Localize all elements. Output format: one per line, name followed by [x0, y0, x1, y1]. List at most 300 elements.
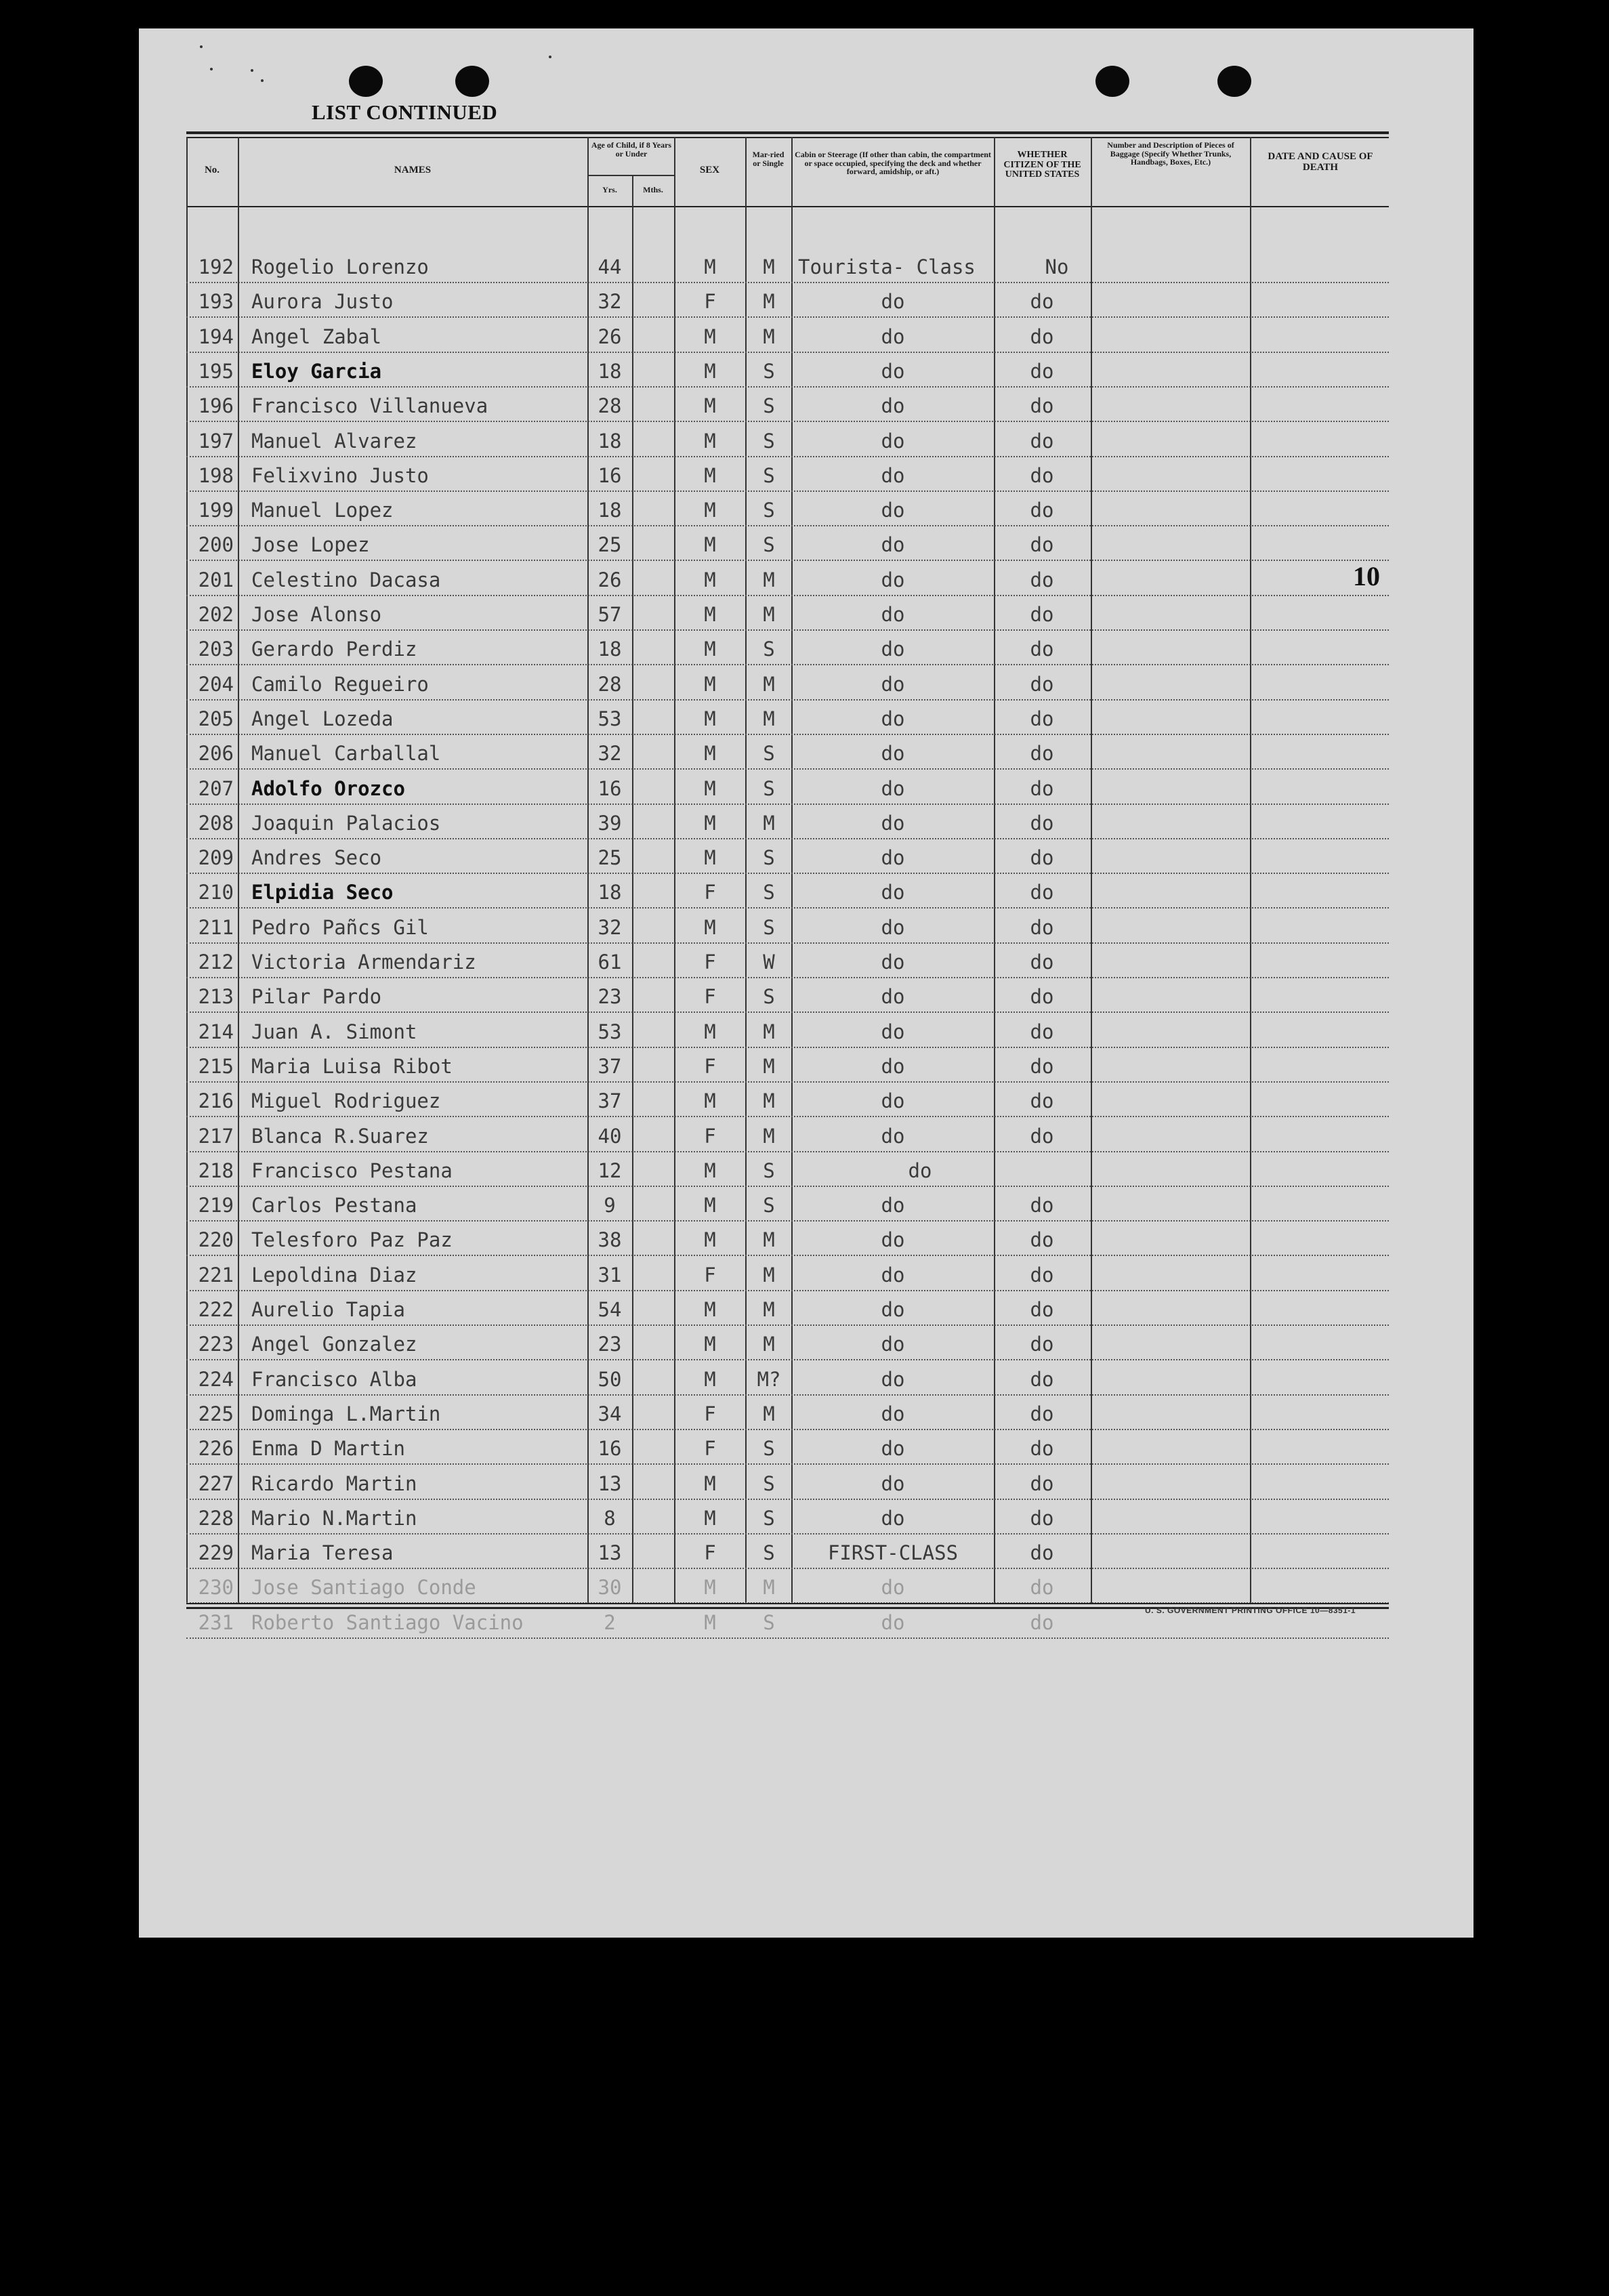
passenger-marital-status: M: [763, 255, 775, 278]
passenger-age: 40: [598, 1125, 622, 1148]
passenger-citizenship: do: [1030, 533, 1054, 556]
passenger-marital-status: M: [763, 325, 775, 348]
passenger-cabin: do: [881, 1228, 905, 1251]
row-number: 199: [198, 499, 234, 522]
passenger-cabin: do: [881, 1194, 905, 1217]
row-number: 202: [198, 603, 234, 626]
row-number: 216: [198, 1089, 234, 1112]
row-number: 198: [198, 464, 234, 487]
passenger-citizenship: do: [1030, 603, 1054, 626]
row-number: 196: [198, 394, 234, 417]
passenger-sex: M: [704, 533, 716, 556]
passenger-sex: F: [704, 1125, 716, 1148]
passenger-sex: M: [704, 394, 716, 417]
row-number: 207: [198, 777, 234, 800]
passenger-cabin: do: [881, 325, 905, 348]
row-rule: [186, 1324, 1389, 1326]
passenger-sex: M: [704, 1159, 716, 1182]
passenger-citizenship: do: [1030, 673, 1054, 696]
passenger-sex: M: [704, 1089, 716, 1112]
passenger-age: 18: [598, 430, 622, 453]
row-number: 212: [198, 951, 234, 974]
passenger-name: Roberto Santiago Vacino: [251, 1611, 524, 1634]
row-rule: [186, 595, 1389, 596]
passenger-cabin: FIRST-CLASS: [827, 1541, 959, 1564]
passenger-citizenship: do: [1030, 1194, 1054, 1217]
row-rule: [186, 1394, 1389, 1396]
passenger-name: Aurora Justo: [251, 290, 394, 313]
passenger-age: 37: [598, 1089, 622, 1112]
passenger-citizenship: do: [1030, 1298, 1054, 1321]
punch-hole: [1217, 66, 1251, 97]
header-baggage: Number and Description of Pieces of Baggage (Specify Whether Trunks, Handbags, Boxes, Etc.): [1107, 140, 1234, 167]
row-number: 224: [198, 1368, 234, 1391]
row-number: 213: [198, 985, 234, 1008]
passenger-cabin: do: [881, 1576, 905, 1599]
row-rule: [186, 421, 1389, 422]
row-rule: [186, 490, 1389, 492]
passenger-marital-status: S: [763, 742, 775, 765]
passenger-citizenship: do: [1030, 812, 1054, 835]
passenger-citizenship: do: [1030, 1089, 1054, 1112]
passenger-age: 26: [598, 325, 622, 348]
passenger-sex: M: [704, 1298, 716, 1321]
passenger-sex: M: [704, 1611, 716, 1634]
passenger-marital-status: S: [763, 1507, 775, 1530]
passenger-sex: F: [704, 985, 716, 1008]
passenger-name: Elpidia Seco: [251, 881, 394, 904]
passenger-cabin: do: [881, 1089, 905, 1112]
passenger-name: Rogelio Lorenzo: [251, 255, 429, 278]
passenger-cabin: do: [881, 742, 905, 765]
header-sex: SEX: [699, 165, 720, 175]
passenger-name: Felixvino Justo: [251, 464, 429, 487]
passenger-marital-status: S: [763, 464, 775, 487]
passenger-age: 12: [598, 1159, 622, 1182]
passenger-marital-status: S: [763, 1611, 775, 1634]
row-rule: [186, 768, 1389, 770]
passenger-name: Miguel Rodriguez: [251, 1089, 441, 1112]
passenger-age: 54: [598, 1298, 622, 1321]
passenger-citizenship: do: [1030, 1437, 1054, 1460]
row-rule: [186, 560, 1389, 561]
passenger-name: Blanca R.Suarez: [251, 1125, 429, 1148]
passenger-citizenship: do: [1030, 1541, 1054, 1564]
passenger-sex: M: [704, 777, 716, 800]
row-rule: [186, 282, 1389, 283]
passenger-name: Maria Luisa Ribot: [251, 1055, 453, 1078]
passenger-marital-status: M: [763, 1089, 775, 1112]
row-rule: [186, 1463, 1389, 1465]
row-number: 205: [198, 707, 234, 730]
row-rule: [186, 1255, 1389, 1256]
row-number: 217: [198, 1125, 234, 1148]
passenger-sex: M: [704, 1194, 716, 1217]
row-number: 209: [198, 846, 234, 869]
passenger-cabin: Tourista- Class: [798, 255, 976, 278]
header-married: Mar-ried or Single: [752, 150, 785, 168]
passenger-cabin: do: [881, 916, 905, 939]
passenger-age: 25: [598, 846, 622, 869]
passenger-sex: M: [704, 846, 716, 869]
passenger-sex: F: [704, 1264, 716, 1287]
passenger-age: 18: [598, 360, 622, 383]
passenger-name: Ricardo Martin: [251, 1472, 417, 1495]
passenger-citizenship: do: [1030, 881, 1054, 904]
passenger-sex: F: [704, 1402, 716, 1425]
passenger-name: Manuel Alvarez: [251, 430, 417, 453]
row-rule: [186, 1186, 1389, 1187]
row-number: 221: [198, 1264, 234, 1287]
passenger-marital-status: M: [763, 1402, 775, 1425]
list-title: LIST CONTINUED: [312, 100, 498, 124]
row-number: 229: [198, 1541, 234, 1564]
row-number: 204: [198, 673, 234, 696]
passenger-sex: M: [704, 1228, 716, 1251]
passenger-age: 2: [604, 1611, 616, 1634]
row-rule: [186, 1429, 1389, 1430]
row-number: 197: [198, 430, 234, 453]
passenger-citizenship: do: [1030, 464, 1054, 487]
row-rule: [186, 1011, 1389, 1013]
passenger-sex: M: [704, 1576, 716, 1599]
passenger-age: 44: [598, 255, 622, 278]
row-rule: [186, 1499, 1389, 1500]
passenger-age: 13: [598, 1472, 622, 1495]
passenger-marital-status: S: [763, 638, 775, 661]
passenger-name: Manuel Lopez: [251, 499, 394, 522]
row-rule: [186, 734, 1389, 735]
passenger-name: Celestino Dacasa: [251, 568, 441, 591]
header-age-mths: Mths.: [643, 185, 663, 194]
row-rule: [186, 1637, 1389, 1639]
passenger-sex: M: [704, 255, 716, 278]
passenger-name: Enma D Martin: [251, 1437, 405, 1460]
passenger-citizenship: do: [1030, 707, 1054, 730]
passenger-age: 18: [598, 881, 622, 904]
passenger-citizenship: do: [1030, 568, 1054, 591]
passenger-age: 18: [598, 499, 622, 522]
row-rule: [186, 456, 1389, 457]
row-number: 220: [198, 1228, 234, 1251]
passenger-name: Pedro Pañcs Gil: [251, 916, 429, 939]
row-rule: [186, 664, 1389, 665]
row-rule: [186, 942, 1389, 944]
passenger-marital-status: S: [763, 916, 775, 939]
passenger-cabin: do: [881, 638, 905, 661]
row-rule: [186, 629, 1389, 631]
passenger-age: 34: [598, 1402, 622, 1425]
header-age-yrs: Yrs.: [602, 185, 617, 194]
passenger-cabin: do: [881, 673, 905, 696]
passenger-sex: M: [704, 1333, 716, 1356]
row-number: 193: [198, 290, 234, 313]
passenger-sex: M: [704, 1368, 716, 1391]
passenger-sex: M: [704, 464, 716, 487]
passenger-cabin: do: [881, 777, 905, 800]
row-number: 226: [198, 1437, 234, 1460]
manifest-page: [139, 28, 1474, 1938]
row-number: 227: [198, 1472, 234, 1495]
passenger-marital-status: S: [763, 1194, 775, 1217]
passenger-cabin: do: [881, 464, 905, 487]
passenger-cabin: do: [881, 1020, 905, 1043]
passenger-cabin: do: [881, 1368, 905, 1391]
passenger-age: 50: [598, 1368, 622, 1391]
row-number: 214: [198, 1020, 234, 1043]
passenger-age: 38: [598, 1228, 622, 1251]
passenger-cabin: do: [881, 812, 905, 835]
passenger-marital-status: S: [763, 394, 775, 417]
row-number: 211: [198, 916, 234, 939]
passenger-marital-status: S: [763, 1159, 775, 1182]
passenger-name: Angel Zabal: [251, 325, 382, 348]
passenger-sex: M: [704, 360, 716, 383]
passenger-name: Andres Seco: [251, 846, 382, 869]
passenger-citizenship: do: [1030, 777, 1054, 800]
row-number: 215: [198, 1055, 234, 1078]
passenger-name: Mario N.Martin: [251, 1507, 417, 1530]
row-rule: [186, 1116, 1389, 1117]
passenger-sex: M: [704, 430, 716, 453]
passenger-citizenship: do: [1030, 325, 1054, 348]
passenger-cabin: do: [881, 1472, 905, 1495]
row-number: 206: [198, 742, 234, 765]
passenger-cabin: do: [881, 533, 905, 556]
passenger-marital-status: M: [763, 812, 775, 835]
passenger-age: 8: [604, 1507, 616, 1530]
passenger-sex: M: [704, 638, 716, 661]
passenger-marital-status: S: [763, 777, 775, 800]
row-rule: [186, 1081, 1389, 1083]
passenger-name: Aurelio Tapia: [251, 1298, 405, 1321]
passenger-citizenship: do: [1030, 916, 1054, 939]
passenger-age: 57: [598, 603, 622, 626]
passenger-marital-status: S: [763, 430, 775, 453]
passenger-citizenship: do: [1030, 1055, 1054, 1078]
passenger-sex: M: [704, 673, 716, 696]
passenger-age: 18: [598, 638, 622, 661]
passenger-marital-status: S: [763, 985, 775, 1008]
passenger-name: Lepoldina Diaz: [251, 1264, 417, 1287]
passenger-citizenship: No: [1045, 255, 1069, 278]
row-number: 208: [198, 812, 234, 835]
passenger-name: Telesforo Paz Paz: [251, 1228, 453, 1251]
row-rule: [186, 803, 1389, 805]
passenger-cabin: do: [881, 1402, 905, 1425]
passenger-cabin: do: [881, 603, 905, 626]
passenger-name: Jose Lopez: [251, 533, 370, 556]
passenger-sex: M: [704, 1472, 716, 1495]
row-rule: [186, 386, 1389, 388]
header-cabin: Cabin or Steerage (If other than cabin, the compartment or space occupied, specifying the deck and whether forward, amidship, or aft.): [795, 150, 991, 177]
passenger-citizenship: do: [1030, 638, 1054, 661]
passenger-citizenship: do: [1030, 394, 1054, 417]
passenger-cabin: do: [881, 290, 905, 313]
row-number: 201: [198, 568, 234, 591]
row-number: 195: [198, 360, 234, 383]
passenger-marital-status: S: [763, 846, 775, 869]
passenger-sex: M: [704, 916, 716, 939]
passenger-name: Jose Santiago Conde: [251, 1576, 476, 1599]
passenger-age: 30: [598, 1576, 622, 1599]
passenger-marital-status: M: [763, 707, 775, 730]
passenger-marital-status: S: [763, 360, 775, 383]
passenger-age: 26: [598, 568, 622, 591]
row-number: 210: [198, 881, 234, 904]
passenger-citizenship: do: [1030, 1507, 1054, 1530]
passenger-sex: M: [704, 707, 716, 730]
row-number: 225: [198, 1402, 234, 1425]
row-rule: [186, 1151, 1389, 1152]
passenger-cabin: do: [881, 1507, 905, 1530]
passenger-citizenship: do: [1030, 846, 1054, 869]
passenger-sex: F: [704, 1437, 716, 1460]
passenger-marital-status: M: [763, 290, 775, 313]
passenger-age: 37: [598, 1055, 622, 1078]
passenger-age: 28: [598, 673, 622, 696]
passenger-citizenship: do: [1030, 1264, 1054, 1287]
passenger-name: Maria Teresa: [251, 1541, 394, 1564]
passenger-marital-status: M: [763, 1333, 775, 1356]
passenger-sex: M: [704, 812, 716, 835]
passenger-cabin: do: [881, 360, 905, 383]
passenger-sex: F: [704, 290, 716, 313]
passenger-name: Adolfo Orozco: [251, 777, 405, 800]
passenger-citizenship: do: [1030, 1611, 1054, 1634]
passenger-citizenship: do: [1030, 290, 1054, 313]
passenger-age: 39: [598, 812, 622, 835]
passenger-age: 53: [598, 707, 622, 730]
row-rule: [186, 352, 1389, 353]
passenger-citizenship: do: [1030, 985, 1054, 1008]
passenger-marital-status: S: [763, 881, 775, 904]
row-rule: [186, 1290, 1389, 1291]
passenger-cabin: do: [881, 1611, 905, 1634]
passenger-name: Dominga L.Martin: [251, 1402, 441, 1425]
page-number: 10: [1353, 561, 1380, 591]
row-number: 200: [198, 533, 234, 556]
passenger-age: 13: [598, 1541, 622, 1564]
row-rule: [186, 907, 1389, 909]
passenger-sex: M: [704, 325, 716, 348]
row-rule: [186, 1359, 1389, 1360]
passenger-sex: M: [704, 1507, 716, 1530]
passenger-marital-status: W: [763, 951, 775, 974]
row-rule: [186, 873, 1389, 874]
passenger-name: Angel Gonzalez: [251, 1333, 417, 1356]
passenger-cabin: do: [881, 568, 905, 591]
passenger-marital-status: M: [763, 603, 775, 626]
passenger-cabin: do: [881, 1333, 905, 1356]
passenger-sex: M: [704, 568, 716, 591]
passenger-age: 16: [598, 1437, 622, 1460]
punch-hole: [1095, 66, 1129, 97]
row-number: 194: [198, 325, 234, 348]
passenger-age: 28: [598, 394, 622, 417]
passenger-marital-status: M?: [757, 1368, 781, 1391]
passenger-citizenship: do: [1030, 1020, 1054, 1043]
passenger-citizenship: do: [1030, 1368, 1054, 1391]
passenger-citizenship: do: [1030, 1228, 1054, 1251]
passenger-cabin: do: [881, 1055, 905, 1078]
passenger-citizenship: do: [1030, 1333, 1054, 1356]
passenger-name: Francisco Villanueva: [251, 394, 488, 417]
passenger-cabin: do: [881, 951, 905, 974]
passenger-name: Eloy Garcia: [251, 360, 382, 383]
passenger-name: Gerardo Perdiz: [251, 638, 417, 661]
passenger-cabin: do: [908, 1159, 932, 1182]
passenger-citizenship: do: [1030, 1125, 1054, 1148]
passenger-cabin: do: [881, 1298, 905, 1321]
row-rule: [186, 525, 1389, 526]
row-rule: [186, 838, 1389, 839]
passenger-citizenship: do: [1030, 1402, 1054, 1425]
passenger-marital-status: S: [763, 533, 775, 556]
passenger-marital-status: M: [763, 1264, 775, 1287]
passenger-citizenship: do: [1030, 1576, 1054, 1599]
row-rule: [186, 699, 1389, 701]
passenger-citizenship: do: [1030, 951, 1054, 974]
row-rule: [186, 316, 1389, 318]
passenger-cabin: do: [881, 707, 905, 730]
passenger-marital-status: M: [763, 673, 775, 696]
passenger-age: 16: [598, 464, 622, 487]
passenger-marital-status: S: [763, 1437, 775, 1460]
passenger-sex: F: [704, 881, 716, 904]
passenger-citizenship: do: [1030, 742, 1054, 765]
passenger-cabin: do: [881, 394, 905, 417]
header-age-group: Age of Child, if 8 Years or Under: [591, 140, 672, 159]
passenger-age: 32: [598, 742, 622, 765]
row-number: 203: [198, 638, 234, 661]
passenger-age: 16: [598, 777, 622, 800]
row-number: 218: [198, 1159, 234, 1182]
row-number: 192: [198, 255, 234, 278]
passenger-age: 23: [598, 1333, 622, 1356]
row-number: 231: [198, 1611, 234, 1634]
header-citizen: WHETHER CITIZEN OF THE UNITED STATES: [1003, 150, 1081, 180]
passenger-sex: M: [704, 1020, 716, 1043]
header-death: DATE AND CAUSE OF DEATH: [1268, 151, 1373, 173]
passenger-cabin: do: [881, 1264, 905, 1287]
row-rule: [186, 1533, 1389, 1535]
printer-imprint: U. S. GOVERNMENT PRINTING OFFICE 10—8351-1: [1145, 1606, 1356, 1615]
passenger-citizenship: do: [1030, 499, 1054, 522]
passenger-marital-status: S: [763, 1541, 775, 1564]
passenger-cabin: do: [881, 846, 905, 869]
passenger-name: Carlos Pestana: [251, 1194, 417, 1217]
passenger-name: Camilo Regueiro: [251, 673, 429, 696]
passenger-name: Francisco Alba: [251, 1368, 417, 1391]
passenger-sex: M: [704, 603, 716, 626]
punch-hole: [455, 66, 489, 97]
row-rule: [186, 1047, 1389, 1048]
passenger-age: 23: [598, 985, 622, 1008]
passenger-cabin: do: [881, 1125, 905, 1148]
passenger-name: Juan A. Simont: [251, 1020, 417, 1043]
row-number: 219: [198, 1194, 234, 1217]
passenger-marital-status: M: [763, 568, 775, 591]
row-number: 223: [198, 1333, 234, 1356]
row-rule: [186, 1220, 1389, 1222]
passenger-name: Francisco Pestana: [251, 1159, 453, 1182]
passenger-age: 32: [598, 290, 622, 313]
passenger-citizenship: do: [1030, 360, 1054, 383]
passenger-cabin: do: [881, 985, 905, 1008]
passenger-citizenship: do: [1030, 1472, 1054, 1495]
passenger-name: Joaquin Palacios: [251, 812, 441, 835]
